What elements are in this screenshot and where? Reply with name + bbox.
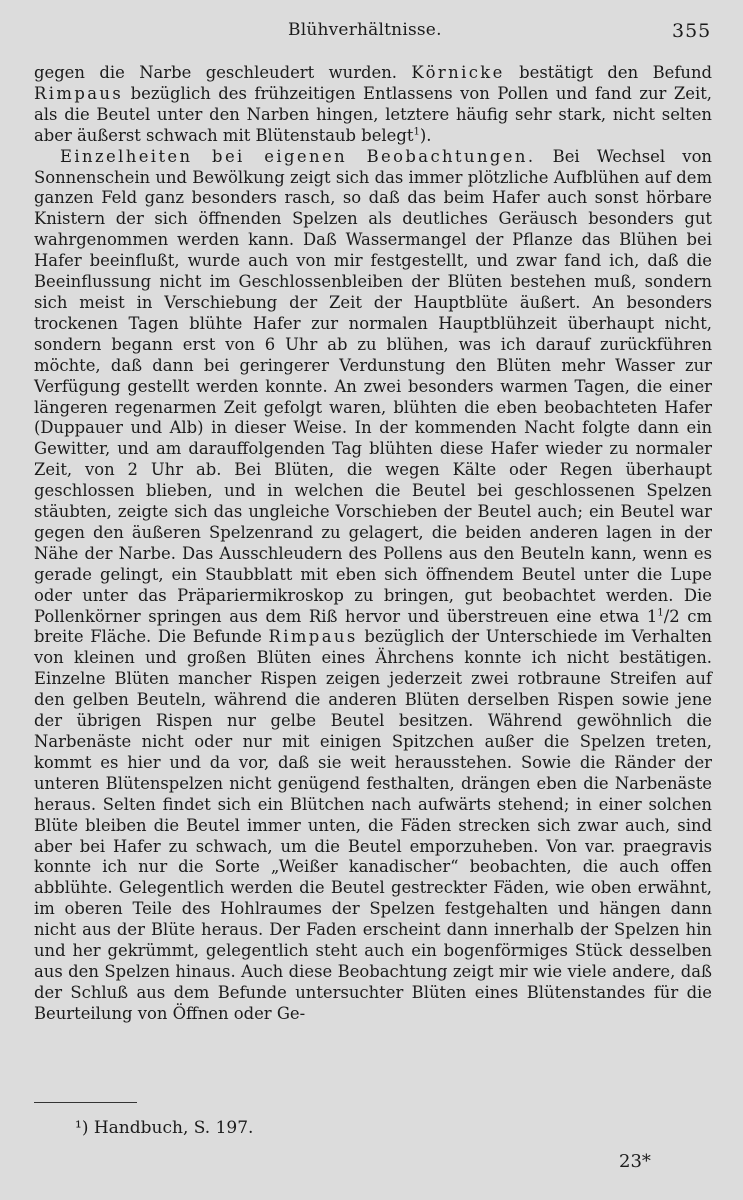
superscript: 1 — [657, 607, 664, 619]
spaced-emphasis: Einzelheiten bei eigenen Beobachtungen. — [60, 146, 536, 166]
text-segment: gegen die Narbe geschleudert wurden. — [34, 63, 412, 82]
text-segment: /2 cm breite Fläche. Die Befunde — [34, 606, 712, 647]
text-segment: bezüglich des frühzeitigen Entlassens von Pollen und fand zur Zeit, als die Beutel unter den Narben hingen, letztere häufig sehr stark, nicht selten aber äußerst schwach mit Blütenstaub belegt — [34, 83, 712, 145]
spaced-emphasis: Rimpaus — [34, 83, 124, 103]
body-text — [34, 63, 712, 1025]
text-segment: ). — [419, 125, 432, 145]
printer-signature: 23* — [619, 1151, 651, 1172]
footnote: ¹) Handbuch, S. 197. — [75, 1118, 254, 1138]
page-number: 355 — [672, 20, 712, 42]
text-segment: bezüglich der Unterschiede im Verhalten von kleinen und großen Blüten eines Ährchens konnte ich nicht bestätigen. Einzelne Blüten mancher Rispen zeigen jederzeit zwei rotbraune Streifen auf den gelben Beuteln, während die anderen Blüten derselben Rispen sowie jene der übrigen Rispen nur gelbe Beutel besitzen. Während gewöhnlich die Narbenäste nicht oder nur mit einigen Spitzchen außer die Spelzen treten, kommt es hier und da vor, daß sie weit herausstehen. Sowie die Ränder der unteren Blütenspelzen nicht genügend festhalten, drängen eben die Narbenäste heraus. Selten findet sich ein Blütchen nach aufwärts stehend; in einer solchen Blüte bleiben die Beutel immer unten, die Fäden strecken sich zwar auch, sind aber bei Hafer zu schwach, um die Beutel emporzuheben. Von var. praegravis konnte ich nur die Sorte „Weißer kanadischer“ beobachten, die auch offen abblühte. Gelegentlich werden die Beutel gestreckter Fäden, wie oben erwähnt, im oberen Teile des Hohlraumes der Spelzen festgehalten und hängen dann nicht aus der Blüte heraus. Der Faden erscheint dann innerhalb der Spelzen hin und her gekrümmt, gelegentlich steht auch ein bogenförmiges Stück desselben aus den Spelzen hinaus. Auch diese Beobachtung zeigt mir wie viele andere, daß der Schluß aus dem Befunde untersuchter Blüten eines Blütenstandes für die Beurteilung von Öffnen oder Ge- — [34, 627, 712, 1023]
footnote-divider — [34, 1102, 137, 1103]
spaced-emphasis: Körnicke — [411, 63, 505, 82]
spaced-emphasis: Rimpaus — [268, 627, 358, 647]
text-segment: bestätigt den Befund — [504, 63, 712, 82]
paragraph — [34, 63, 712, 147]
running-head: Blühverhältnisse. — [288, 20, 442, 40]
text-segment: Bei Wechsel von Sonnenschein und Bewölkung zeigt sich das immer plötzliche Aufblühen auf dem ganzen Feld ganz besonders rasch, so daß das beim Hafer auch sonst hörbare Knistern der sich öffnenden Spelzen als deutliches Geräusch besonders gut wahrgenommen werden kann. Daß Wassermangel der Pflanze das Blühen bei Hafer beeinflußt, wurde auch von mir festgestellt, und zwar fand ich, daß die Beeinflussung nicht im Geschlossenbleiben der Blüten bestehen muß, sondern sich meist in Verschiebung der Zeit der Hauptblüte äußert. An besonders trockenen Tagen blühte Hafer zur normalen Hauptblühzeit überhaupt nicht, sondern begann erst von 6 Uhr ab zu blühen, was ich darauf zurückführen möchte, daß dann bei geringerer Verdunstung den Blüten mehr Wasser zur Verfügung gestellt werden konnte. An zwei besonders warmen Tagen, die einer längeren regenarmen Zeit gefolgt waren, blühten die eben beobachteten Hafer (Duppauer und Alb) in dieser Weise. In der kommenden Nacht folgte dann ein Gewitter, und am darauffolgenden Tag blühten diese Hafer wieder zu normaler Zeit, von 2 Uhr ab. Bei Blüten, die wegen Kälte oder Regen überhaupt geschlossen blieben, und in welchen die Beutel bei geschlossenen Spelzen stäubten, zeigte sich das ungleiche Vorschieben der Beutel auch; ein Beutel war gegen den äußeren Spelzenrand zu gelagert, die beiden anderen lagen in der Nähe der Narbe. Das Ausschleudern des Pollens aus den Beuteln kann, wenn es gerade gelingt, ein Staubblatt mit eben sich öffnendem Beutel unter die Lupe oder unter das Präpariermikroskop zu bringen, gut beobachtet werden. Die Pollenkörner springen aus dem Riß hervor und überstreuen eine etwa 1 — [34, 146, 712, 626]
paragraph — [34, 147, 712, 1025]
superscript: 1 — [413, 126, 420, 138]
